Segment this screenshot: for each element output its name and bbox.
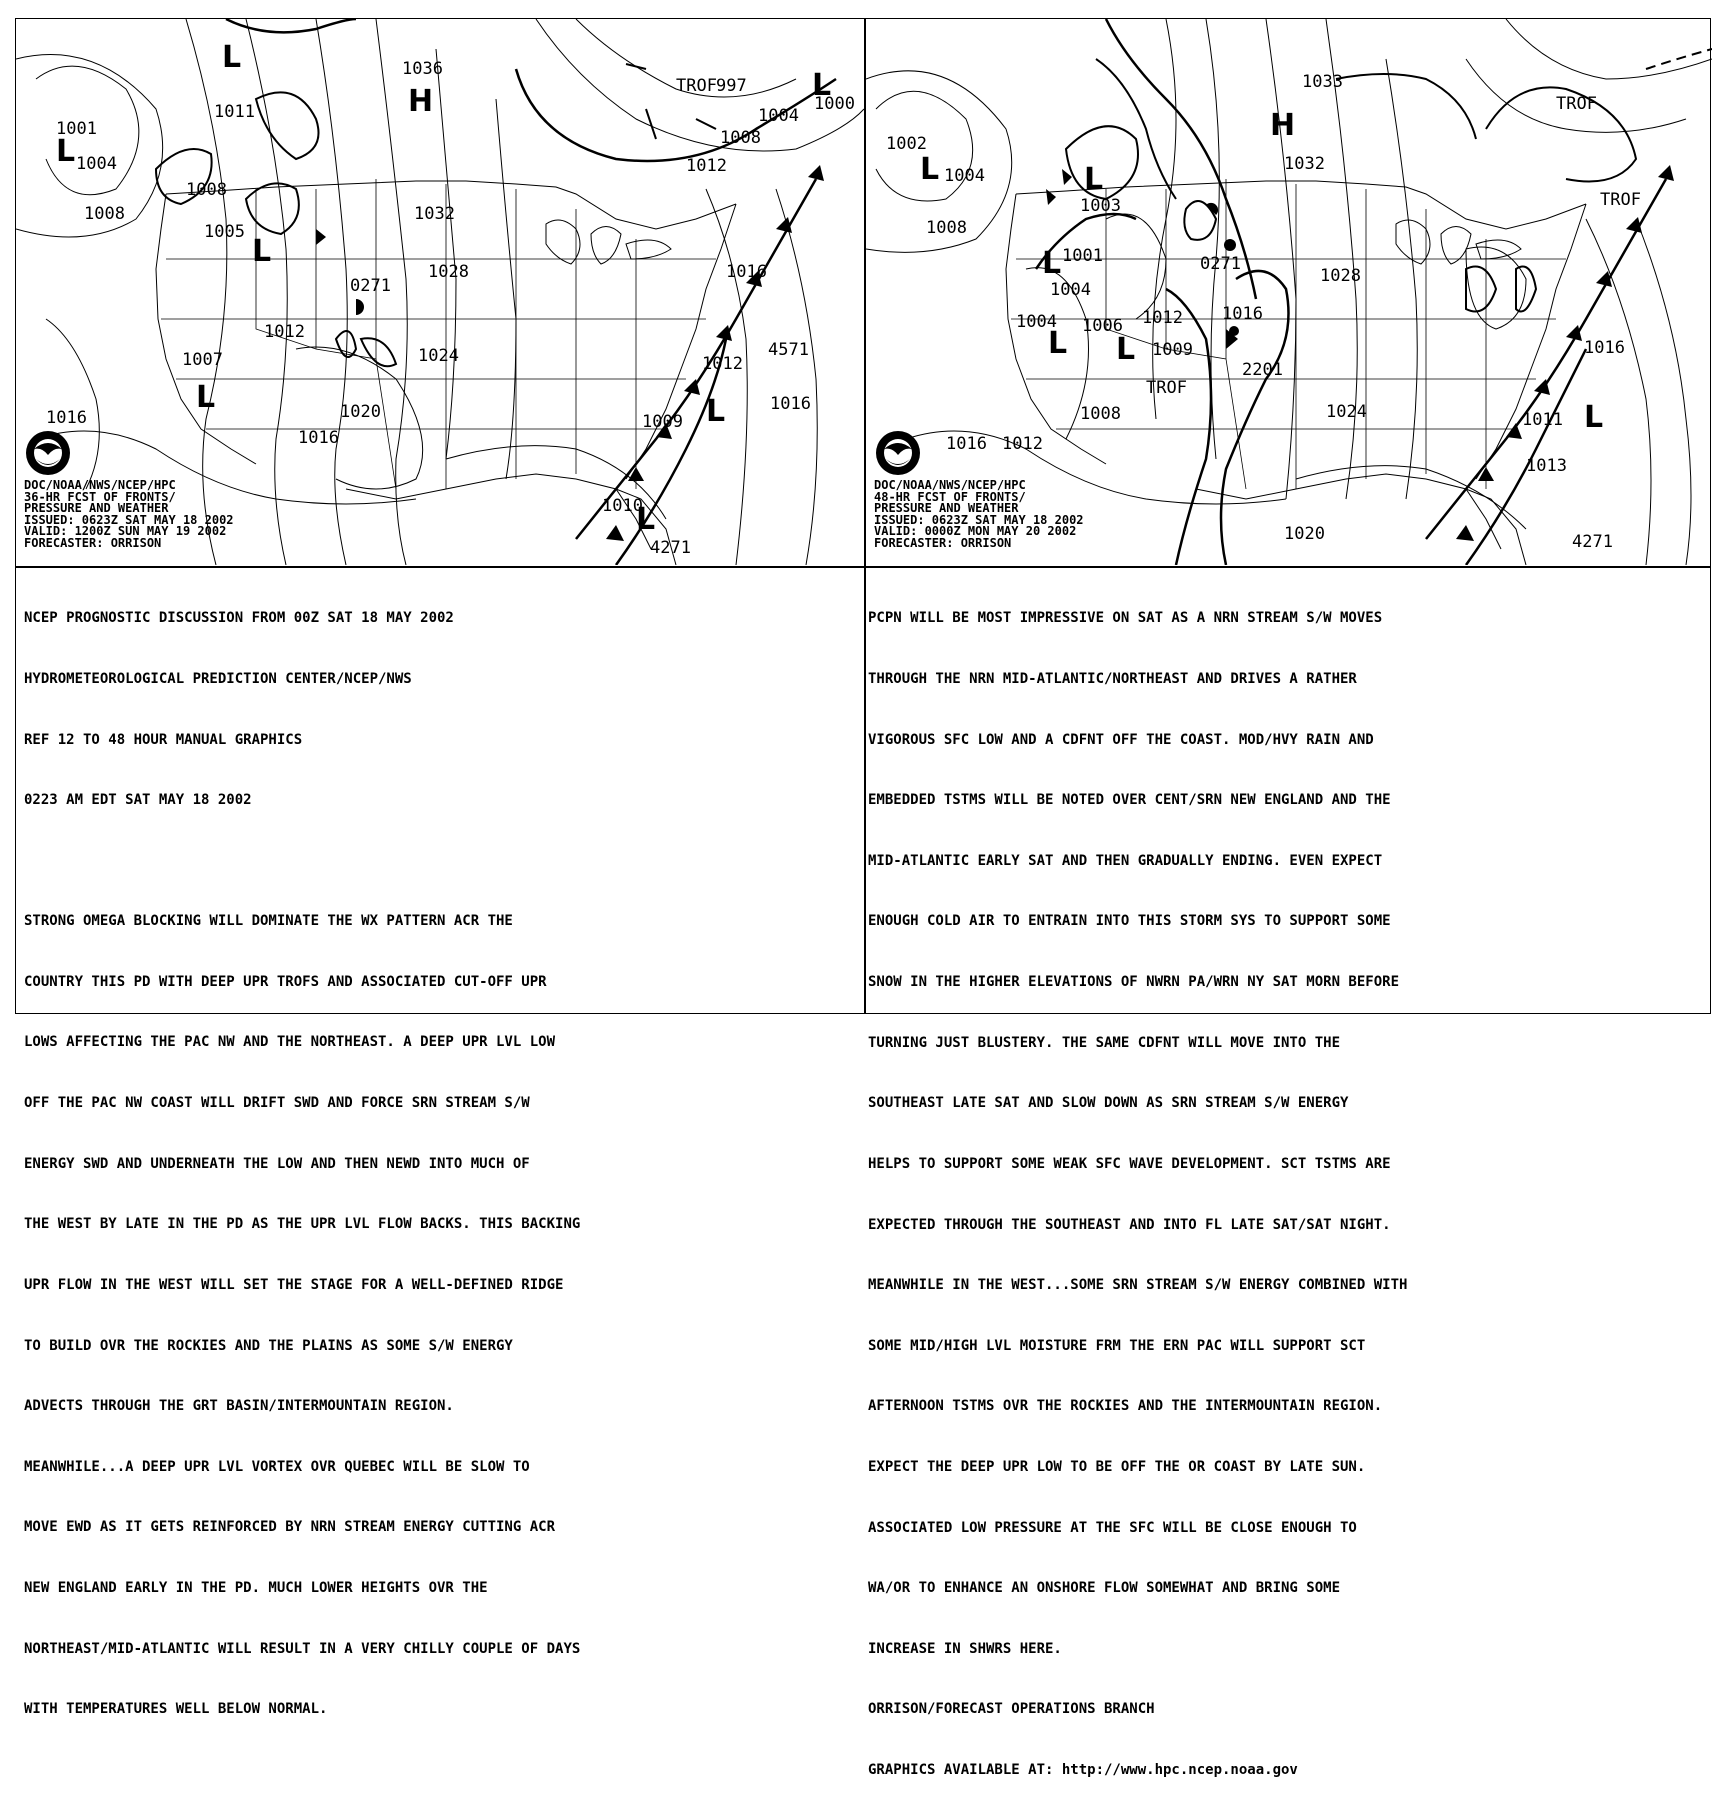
map-caption-48hr (874, 480, 1084, 549)
discussion-line: TURNING JUST BLUSTERY. THE SAME CDFNT WILL MOVE INTO THE (868, 1034, 1341, 1051)
caption-line: DOC/NOAA/NWS/NCEP/HPC (874, 478, 1026, 492)
discussion-line: TO BUILD OVR THE ROCKIES AND THE PLAINS AS SOME S/W ENERGY (24, 1337, 513, 1354)
isobar-label: 1004 (944, 166, 985, 186)
discussion-line: WITH TEMPERATURES WELL BELOW NORMAL. (24, 1701, 328, 1718)
base-geography (1006, 179, 1586, 565)
pressure-centers (56, 40, 831, 537)
isobar-label: 1020 (1284, 524, 1325, 544)
isobar-label: 1028 (1320, 266, 1361, 286)
caption-line: PRESSURE AND WEATHER (24, 501, 169, 515)
low-pressure-center: L (812, 68, 832, 103)
forecast-map-48hr (866, 19, 1714, 565)
discussion-line: EXPECT THE DEEP UPR LOW TO BE OFF THE OR COAST BY LATE SUN. (868, 1458, 1366, 1475)
discussion-line: NORTHEAST/MID-ATLANTIC WILL RESULT IN A VERY CHILLY COUPLE OF DAYS (24, 1640, 581, 1657)
isobar-label: 1033 (1302, 72, 1343, 92)
discussion-line: ADVECTS THROUGH THE GRT BASIN/INTERMOUNTAIN REGION. (24, 1398, 454, 1415)
pressure-centers (920, 94, 1641, 435)
high-pressure-center: H (1270, 108, 1296, 143)
isobar-label: 1000 (814, 94, 855, 114)
isobar-label: 1012 (686, 156, 727, 176)
caption-line: FORECASTER: ORRISON (24, 535, 162, 550)
discussion-line: ORRISON/FORECAST OPERATIONS BRANCH (868, 1701, 1155, 1718)
isobar-label: 1032 (1284, 154, 1325, 174)
caption-line: FORECASTER: ORRISON (874, 535, 1012, 550)
low-pressure-center: L (636, 502, 656, 537)
discussion-line: MEANWHILE IN THE WEST...SOME SRN STREAM S/W ENERGY COMBINED WITH (868, 1277, 1408, 1294)
noaa-logo (874, 429, 922, 477)
forecast-map-36hr (16, 19, 864, 565)
isobar-label: 1016 (46, 408, 87, 428)
trof-label: TROF (1600, 190, 1641, 210)
discussion-line: UPR FLOW IN THE WEST WILL SET THE STAGE FOR A WELL-DEFINED RIDGE (24, 1276, 564, 1293)
low-pressure-center: L (1084, 162, 1104, 197)
caption-line: 48-HR FCST OF FRONTS/ (874, 489, 1026, 504)
low-pressure-center: L (920, 152, 940, 187)
high-pressure-center: H (408, 84, 434, 119)
discussion-line: INCREASE IN SHWRS HERE. (868, 1640, 1062, 1657)
discussion-line: AFTERNOON TSTMS OVR THE ROCKIES AND THE INTERMOUNTAIN REGION. (868, 1398, 1383, 1415)
caption-line: VALID: 0000Z MON MAY 20 2002 (874, 524, 1077, 538)
discussion-line: SNOW IN THE HIGHER ELEVATIONS OF NWRN PA/WRN NY SAT MORN BEFORE (868, 974, 1400, 991)
discussion-line: MOVE EWD AS IT GETS REINFORCED BY NRN STREAM ENERGY CUTTING ACR (24, 1519, 556, 1536)
caption-line: ISSUED: 0623Z SAT MAY 18 2002 (874, 512, 1084, 527)
isobar-label: 1008 (84, 204, 125, 224)
isobar-label: 1006 (1082, 316, 1123, 336)
isobar-label: 1016 (770, 394, 811, 414)
isobar-label: 4271 (1572, 532, 1613, 552)
low-pressure-center: L (1584, 400, 1604, 435)
isobar-label: 1013 (1526, 456, 1567, 476)
isobar-label: 1016 (946, 434, 987, 454)
isobar-label: 1009 (642, 412, 683, 432)
discussion-line: STRONG OMEGA BLOCKING WILL DOMINATE THE WX PATTERN ACR THE (24, 913, 513, 930)
caption-line: PRESSURE AND WEATHER (874, 501, 1019, 515)
discussion-line: PCPN WILL BE MOST IMPRESSIVE ON SAT AS A NRN STREAM S/W MOVES (868, 610, 1383, 627)
isobar-label: 1001 (1062, 246, 1103, 266)
isobar-label: 1011 (214, 102, 255, 122)
discussion-line: NCEP PROGNOSTIC DISCUSSION FROM 00Z SAT 18 MAY 2002 (24, 610, 454, 627)
isobar-label: 1004 (758, 106, 799, 126)
isobar-label: 4271 (650, 538, 691, 558)
discussion-right (868, 568, 1407, 1800)
trof-label: TROF (1146, 378, 1187, 398)
isobar-label: 1032 (414, 204, 455, 224)
discussion-line: ENERGY SWD AND UNDERNEATH THE LOW AND THEN NEWD INTO MUCH OF (24, 1155, 530, 1172)
low-pressure-center: L (1048, 326, 1068, 361)
discussion-line: COUNTRY THIS PD WITH DEEP UPR TROFS AND ASSOCIATED CUT-OFF UPR (24, 973, 547, 990)
isobar-label: 4571 (768, 340, 809, 360)
discussion-line: MID-ATLANTIC EARLY SAT AND THEN GRADUALLY ENDING. EVEN EXPECT (868, 852, 1383, 869)
discussion-line: SOUTHEAST LATE SAT AND SLOW DOWN AS SRN STREAM S/W ENERGY (868, 1095, 1349, 1112)
graphics-url-line[interactable]: GRAPHICS AVAILABLE AT: http://www.hpc.ncep.noaa.gov (868, 1761, 1298, 1778)
trof-label: TROF (676, 76, 717, 96)
discussion-line: LOWS AFFECTING THE PAC NW AND THE NORTHEAST. A DEEP UPR LVL LOW (24, 1034, 556, 1051)
low-pressure-center: L (196, 380, 216, 415)
isobar-label: 1012 (264, 322, 305, 342)
low-pressure-center: L (706, 394, 726, 429)
isobar-label: 1036 (402, 59, 443, 79)
discussion-line: EXPECTED THROUGH THE SOUTHEAST AND INTO FL LATE SAT/SAT NIGHT. (868, 1216, 1391, 1233)
discussion-line: ENOUGH COLD AIR TO ENTRAIN INTO THIS STORM SYS TO SUPPORT SOME (868, 913, 1391, 930)
noaa-logo (24, 429, 72, 477)
caption-line: VALID: 1200Z SUN MAY 19 2002 (24, 524, 227, 538)
low-pressure-center: L (252, 234, 272, 269)
isobar-label: 1016 (1222, 304, 1263, 324)
isobar-label: 1002 (886, 134, 927, 154)
discussion-line: HELPS TO SUPPORT SOME WEAK SFC WAVE DEVELOPMENT. SCT TSTMS ARE (868, 1155, 1391, 1172)
discussion-line: VIGOROUS SFC LOW AND A CDFNT OFF THE COAST. MOD/HVY RAIN AND (868, 731, 1374, 748)
discussion-gap (24, 851, 580, 871)
isobar-label: 1011 (1522, 410, 1563, 430)
discussion-line: SOME MID/HIGH LVL MOISTURE FRM THE ERN PAC WILL SUPPORT SCT (868, 1337, 1366, 1354)
isobar-label: 1004 (76, 154, 117, 174)
discussion-left (24, 568, 580, 1740)
discussion-line: OFF THE PAC NW COAST WILL DRIFT SWD AND FORCE SRN STREAM S/W (24, 1095, 530, 1112)
isobar-label: 1005 (204, 222, 245, 242)
low-pressure-center: L (1042, 246, 1062, 281)
isobar-label: 0271 (350, 276, 391, 296)
isobar-label: 1016 (298, 428, 339, 448)
isobar-label: 1007 (182, 350, 223, 370)
isobar-label: 1004 (1050, 280, 1091, 300)
discussion-line: REF 12 TO 48 HOUR MANUAL GRAPHICS (24, 731, 303, 748)
isobar-label: 1008 (720, 128, 761, 148)
caption-line: ISSUED: 0623Z SAT MAY 18 2002 (24, 512, 234, 527)
isobar-label: 1016 (726, 262, 767, 282)
discussion-line: EMBEDDED TSTMS WILL BE NOTED OVER CENT/SRN NEW ENGLAND AND THE (868, 792, 1391, 809)
fronts (1036, 19, 1712, 565)
isobar-label: 1012 (1002, 434, 1043, 454)
low-pressure-center: L (56, 134, 76, 169)
isobar-label: 1009 (1152, 340, 1193, 360)
discussion-line: HYDROMETEOROLOGICAL PREDICTION CENTER/NCEP/NWS (24, 671, 412, 688)
isobar-label: 1024 (1326, 402, 1367, 422)
isobar-label: 0271 (1200, 254, 1241, 274)
map-caption-36hr (24, 480, 234, 549)
isobar-label: 1012 (1142, 308, 1183, 328)
caption-line: 36-HR FCST OF FRONTS/ (24, 489, 176, 504)
low-pressure-center: L (222, 40, 242, 75)
isobar-label: 997 (716, 76, 747, 96)
isobar-label: 1016 (1584, 338, 1625, 358)
isobar-label: 1020 (340, 402, 381, 422)
discussion-line: THROUGH THE NRN MID-ATLANTIC/NORTHEAST AND DRIVES A RATHER (868, 671, 1357, 688)
isobar-label: 1008 (926, 218, 967, 238)
discussion-line: THE WEST BY LATE IN THE PD AS THE UPR LVL FLOW BACKS. THIS BACKING (24, 1216, 581, 1233)
isobar-label: 2201 (1242, 360, 1283, 380)
discussion-line: WA/OR TO ENHANCE AN ONSHORE FLOW SOMEWHAT AND BRING SOME (868, 1580, 1341, 1597)
caption-line: DOC/NOAA/NWS/NCEP/HPC (24, 478, 176, 492)
isobar-label: 1008 (186, 180, 227, 200)
isobar-label: 1008 (1080, 404, 1121, 424)
trof-label: TROF (1556, 94, 1597, 114)
discussion-line: 0223 AM EDT SAT MAY 18 2002 (24, 792, 252, 809)
low-pressure-center: L (1116, 332, 1136, 367)
isobar-label: 1012 (702, 354, 743, 374)
isobar-label: 1001 (56, 119, 97, 139)
isobar-label: 1004 (1016, 312, 1057, 332)
discussion-line: NEW ENGLAND EARLY IN THE PD. MUCH LOWER HEIGHTS OVR THE (24, 1579, 488, 1596)
isobar-label: 1024 (418, 346, 459, 366)
isobar-label: 1003 (1080, 196, 1121, 216)
isobar-label: 1010 (602, 496, 643, 516)
discussion-line: ASSOCIATED LOW PRESSURE AT THE SFC WILL BE CLOSE ENOUGH TO (868, 1519, 1357, 1536)
discussion-line: MEANWHILE...A DEEP UPR LVL VORTEX OVR QUEBEC WILL BE SLOW TO (24, 1458, 530, 1475)
isobar-label: 1028 (428, 262, 469, 282)
